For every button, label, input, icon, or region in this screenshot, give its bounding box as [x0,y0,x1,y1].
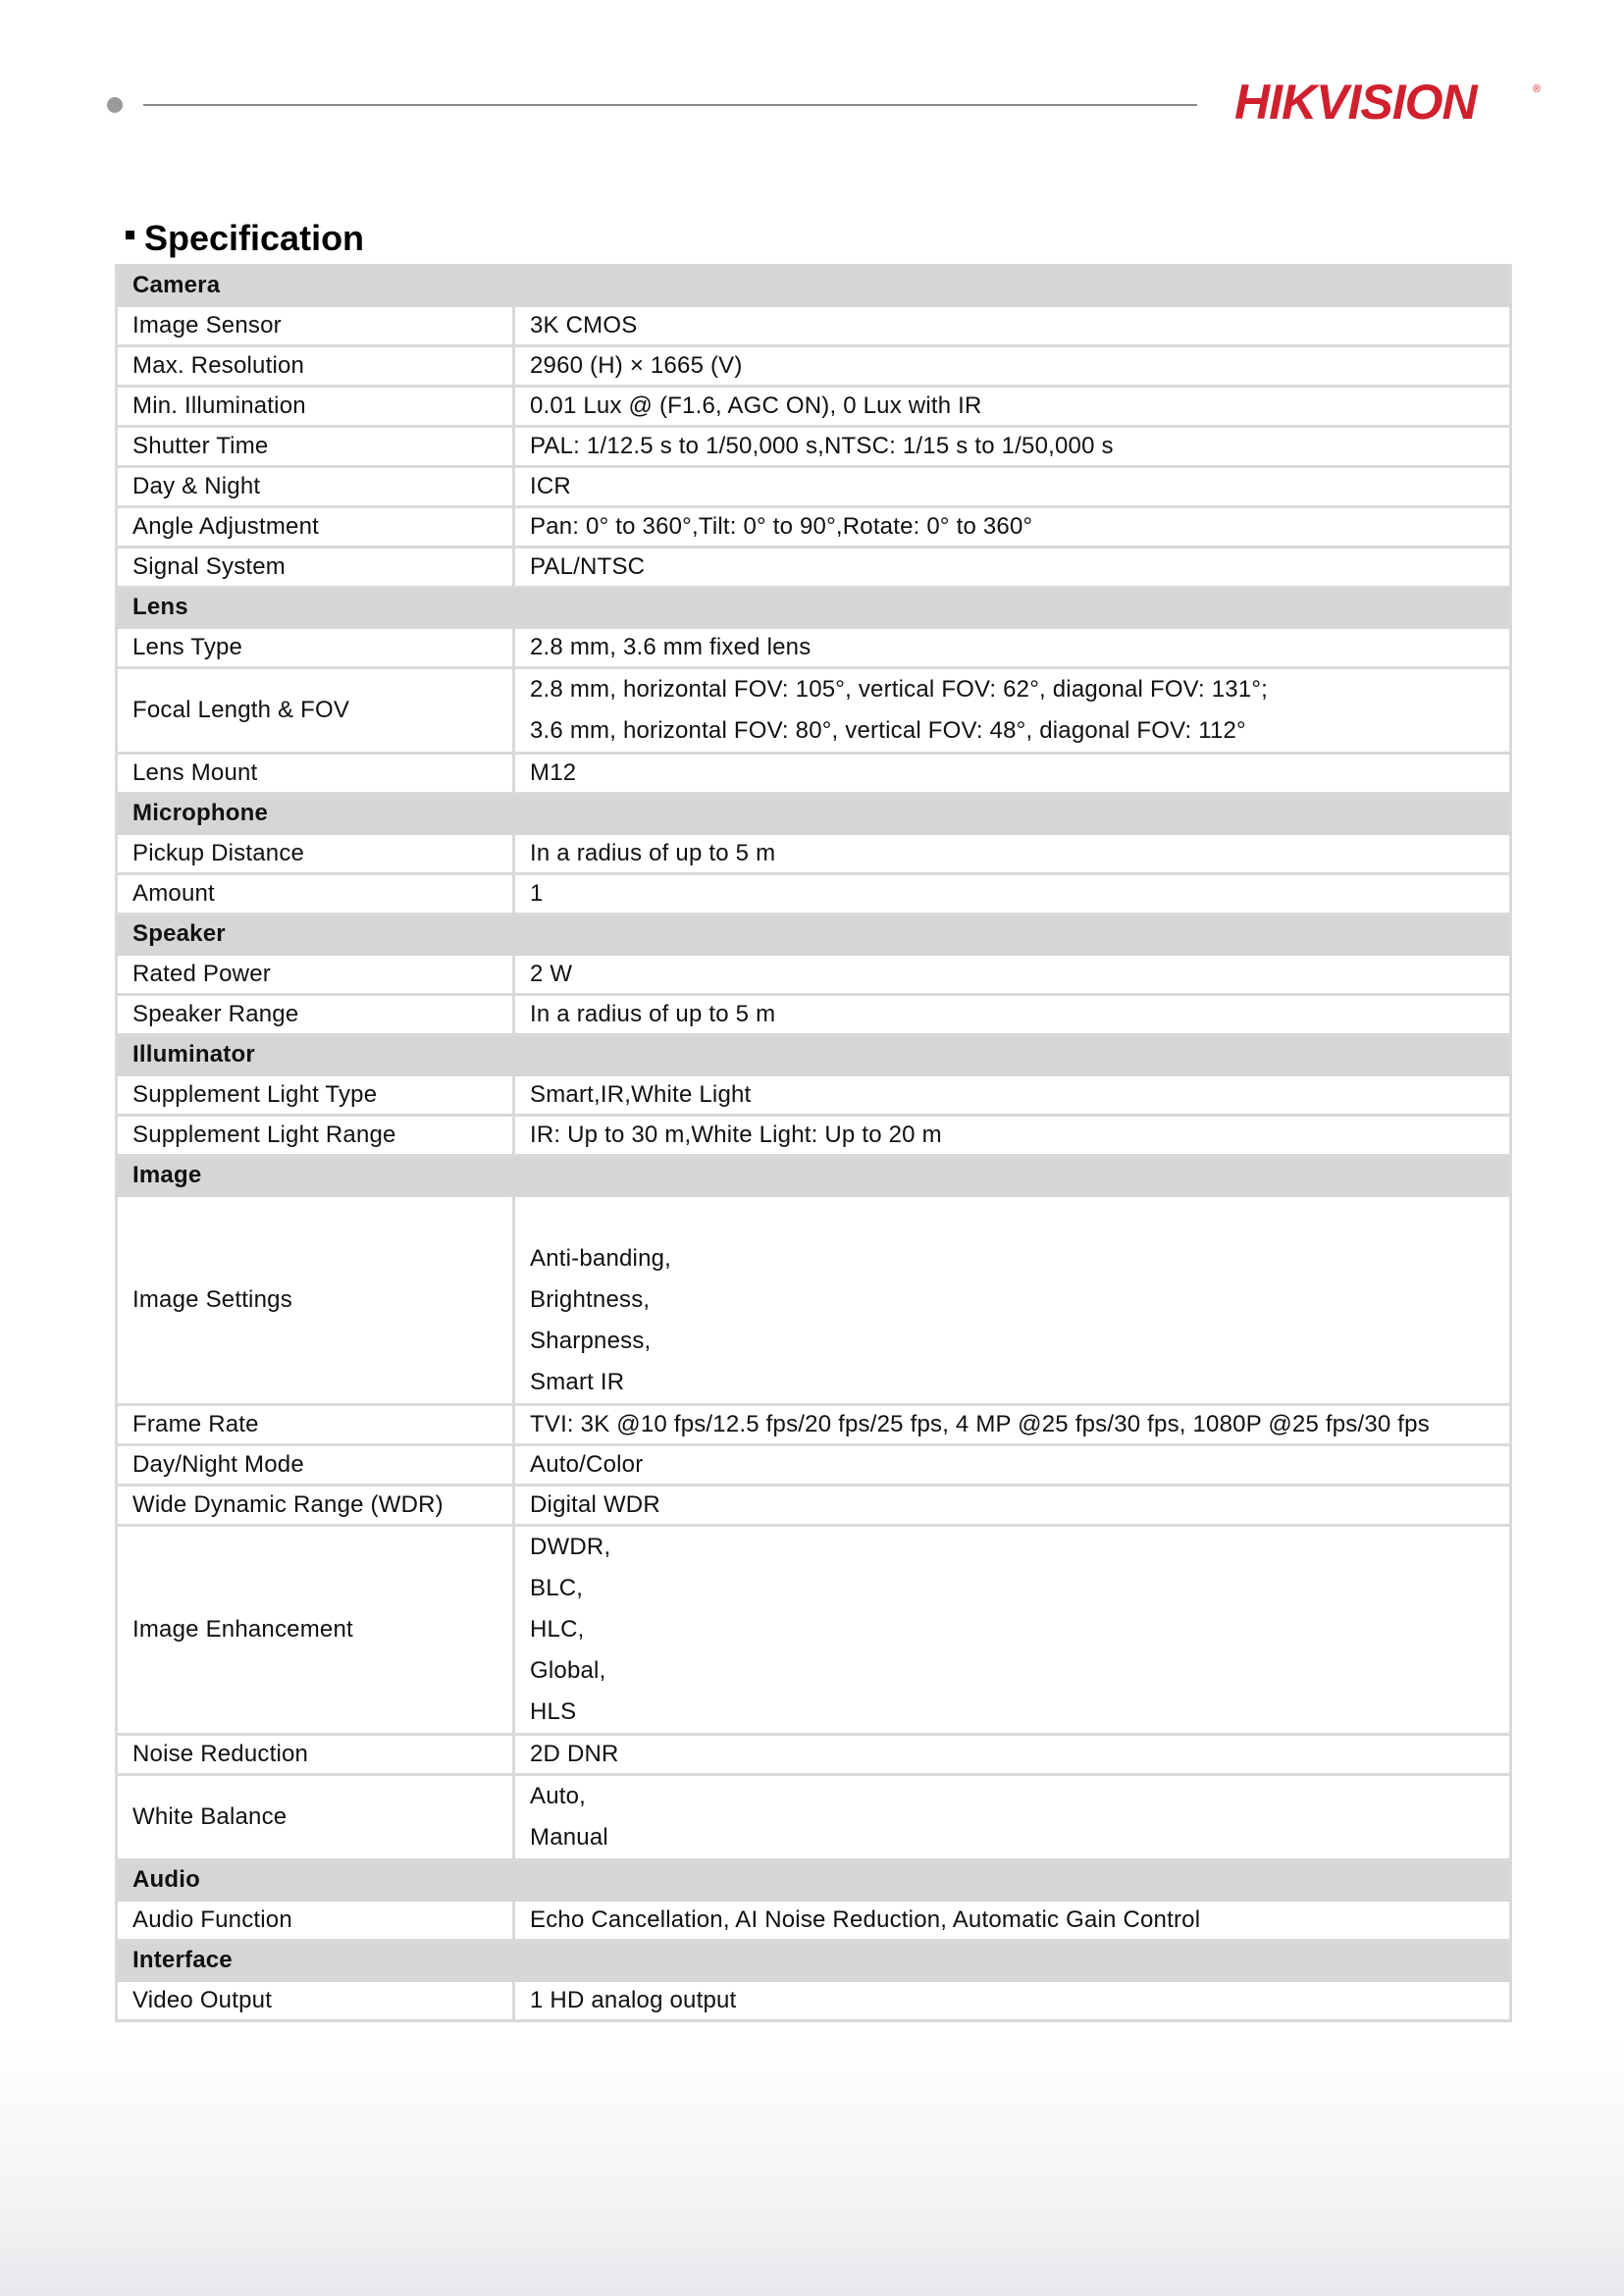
category-row [117,588,1511,628]
spec-row [117,548,1511,588]
spec-label: Video Output [117,1981,514,2021]
spec-row [117,1735,1511,1775]
spec-row [117,1981,1511,2021]
spec-value: Auto/Color [514,1445,1511,1486]
spec-value: PAL: 1/12.5 s to 1/50,000 s,NTSC: 1/15 s to 1/50,000 s [514,427,1511,467]
spec-value-line [530,1197,1495,1238]
spec-value: In a radius of up to 5 m [514,834,1511,874]
category-label: Interface [117,1941,1511,1981]
spec-row [117,1405,1511,1445]
spec-row [117,306,1511,346]
spec-label: Amount [117,874,514,914]
spec-value: 2D DNR [514,1735,1511,1775]
spec-row [117,1486,1511,1526]
spec-label: Frame Rate [117,1405,514,1445]
spec-value: Echo Cancellation, AI Noise Reduction, Automatic Gain Control [514,1901,1511,1941]
spec-value: M12 [514,754,1511,794]
spec-value-line: Smart IR [530,1369,625,1395]
category-label: Illuminator [117,1035,1511,1075]
spec-value: 2.8 mm, 3.6 mm fixed lens [514,628,1511,668]
spec-label: Shutter Time [117,427,514,467]
spec-value: 2960 (H) × 1665 (V) [514,346,1511,387]
spec-row [117,427,1511,467]
spec-value: ICR [514,467,1511,507]
spec-row [117,874,1511,914]
spec-row [117,1116,1511,1156]
spec-value: 2 W [514,955,1511,995]
spec-label: Image Sensor [117,306,514,346]
category-label: Microphone [117,794,1511,834]
spec-value: PAL/NTSC [514,548,1511,588]
spec-row [117,1901,1511,1941]
spec-row [117,995,1511,1035]
spec-row [117,1775,1511,1860]
spec-row [117,1526,1511,1735]
category-row [117,914,1511,955]
spec-value: 0.01 Lux @ (F1.6, AGC ON), 0 Lux with IR [514,387,1511,427]
spec-value: IR: Up to 30 m,White Light: Up to 20 m [514,1116,1511,1156]
spec-value: 1 [514,874,1511,914]
spec-row [117,668,1511,754]
spec-label: Image Enhancement [117,1526,514,1735]
spec-label: Supplement Light Range [117,1116,514,1156]
spec-row [117,346,1511,387]
spec-value-line: HLC, [530,1616,585,1643]
spec-value: Pan: 0° to 360°,Tilt: 0° to 90°,Rotate: 0° to 360° [514,507,1511,548]
svg-text:®: ® [1533,83,1542,95]
header-dot [107,97,123,113]
spec-label: Wide Dynamic Range (WDR) [117,1486,514,1526]
header-rule [143,104,1197,106]
spec-label: White Balance [117,1775,514,1860]
spec-label: Signal System [117,548,514,588]
spec-row [117,754,1511,794]
category-label: Lens [117,588,1511,628]
spec-value-line: Sharpness, [530,1328,652,1354]
spec-row [117,387,1511,427]
section-title-text: Specification [144,218,365,258]
page-background-pattern [0,2041,1624,2296]
spec-row [117,1196,1511,1405]
spec-label: Pickup Distance [117,834,514,874]
category-row [117,1860,1511,1901]
spec-value: 3K CMOS [514,306,1511,346]
category-row [117,266,1511,306]
spec-label: Audio Function [117,1901,514,1941]
spec-value-line: Manual [530,1824,608,1851]
spec-value [514,1775,1511,1860]
spec-value [514,668,1511,754]
spec-row [117,834,1511,874]
category-row [117,794,1511,834]
spec-value: In a radius of up to 5 m [514,995,1511,1035]
spec-value-line: BLC, [530,1575,584,1601]
spec-label: Speaker Range [117,995,514,1035]
spec-label: Rated Power [117,955,514,995]
category-label: Camera [117,266,1511,306]
spec-value-line: 2.8 mm, horizontal FOV: 105°, vertical FOV: 62°, diagonal FOV: 131°; [530,676,1269,703]
category-row [117,1156,1511,1196]
spec-value: 1 HD analog output [514,1981,1511,2021]
section-title [126,218,364,259]
spec-row [117,955,1511,995]
spec-value-line: Auto, [530,1783,587,1809]
spec-value-line: Brightness, [530,1286,651,1313]
spec-value-line: DWDR, [530,1534,611,1560]
spec-label: Angle Adjustment [117,507,514,548]
spec-label: Day & Night [117,467,514,507]
spec-value-line: Anti-banding, [530,1245,672,1272]
spec-label: Day/Night Mode [117,1445,514,1486]
spec-label: Lens Mount [117,754,514,794]
spec-label: Image Settings [117,1196,514,1405]
spec-label: Min. Illumination [117,387,514,427]
svg-text:HIKVISION: HIKVISION [1234,75,1477,130]
spec-label: Supplement Light Type [117,1075,514,1116]
spec-row [117,628,1511,668]
spec-value: Smart,IR,White Light [514,1075,1511,1116]
spec-row [117,1445,1511,1486]
category-label: Image [117,1156,1511,1196]
spec-value-line: 3.6 mm, horizontal FOV: 80°, vertical FOV: 48°, diagonal FOV: 112° [530,717,1246,744]
spec-value-line: HLS [530,1698,577,1725]
spec-value: TVI: 3K @10 fps/12.5 fps/20 fps/25 fps, 4 MP @25 fps/30 fps, 1080P @25 fps/30 fps [514,1405,1511,1445]
spec-value-line: Global, [530,1657,606,1684]
spec-row [117,1075,1511,1116]
category-label: Audio [117,1860,1511,1901]
spec-label: Focal Length & FOV [117,668,514,754]
category-row [117,1941,1511,1981]
spec-label: Lens Type [117,628,514,668]
spec-label: Max. Resolution [117,346,514,387]
spec-value [514,1196,1511,1405]
spec-row [117,507,1511,548]
spec-label: Noise Reduction [117,1735,514,1775]
spec-value: Digital WDR [514,1486,1511,1526]
spec-value [514,1526,1511,1735]
category-row [117,1035,1511,1075]
category-label: Speaker [117,914,1511,955]
hikvision-logo [1232,75,1546,130]
spec-table [115,264,1512,2022]
spec-row [117,467,1511,507]
title-bullet-icon [126,231,134,239]
